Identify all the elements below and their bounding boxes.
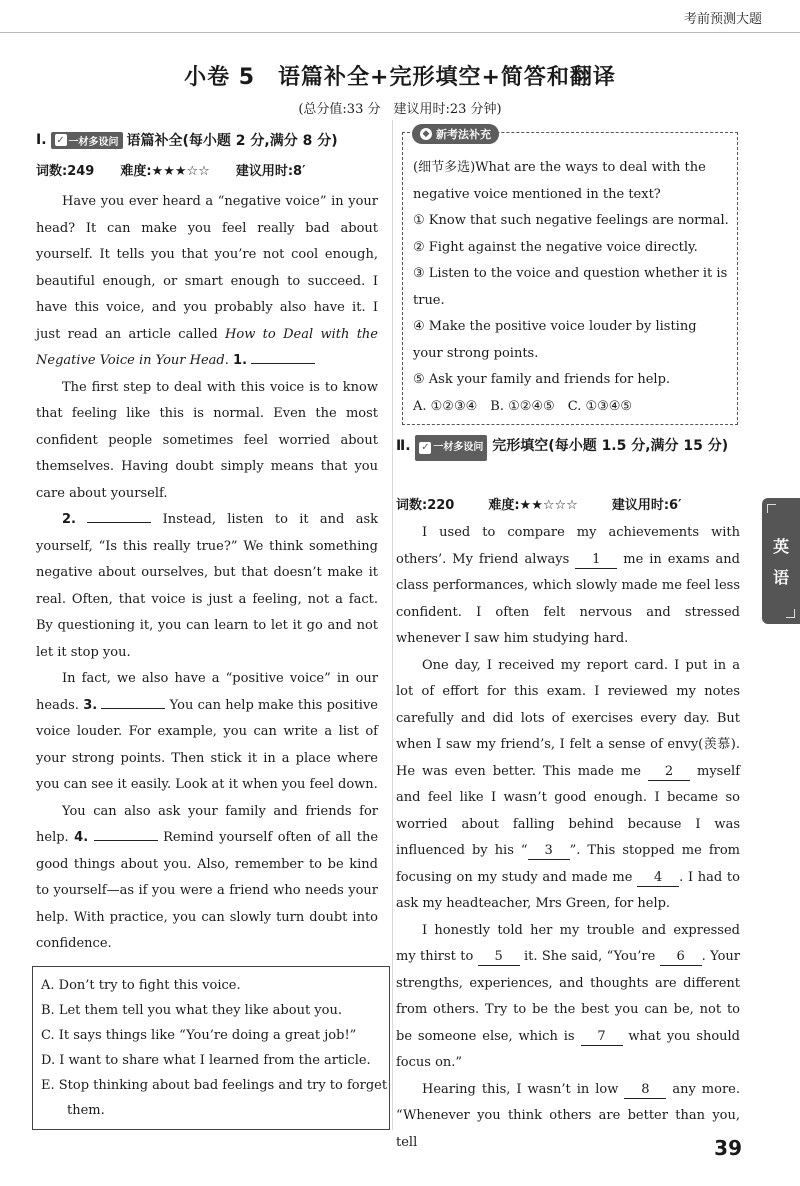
text-run: . — [92, 697, 98, 713]
side-tab-char-2: 语 — [772, 568, 789, 587]
section2-badge-label: 一材多设问 — [433, 442, 484, 453]
text-run: You can also ask your family and friends for help. — [36, 803, 378, 845]
subject-side-tab — [762, 498, 800, 624]
new-method-tag — [412, 124, 499, 144]
text-run: Have you ever heard a “negative voice” in your head? It can make you feel really bad about yourself. It tells you that you’re not cool enough, beautiful enough, or smart enough to succeed. I have this voice, and you probably also have it. I just read an article called — [36, 194, 378, 342]
cloze-blank-3[interactable]: 3 — [528, 843, 570, 860]
new-item-4[interactable]: ④ Make the positive voice louder by listing your strong points. — [413, 319, 697, 361]
s1-paragraph-2: The first step to deal with this voice is to know that feeling like this is normal. Even the most confident people sometimes feel worried about themselves. Having doubt simply means that you care about yourself. — [36, 379, 378, 501]
check-icon: ✓ — [421, 442, 430, 453]
answer-blank-2[interactable] — [87, 508, 151, 523]
text-run: One day, I received my report card. I put in a lot of effort for this exam. I reviewed my notes carefully and did lots of exercises every day. But when I saw my friend’s, I felt a sense of envy(羡慕). He was even better. This made me — [396, 657, 740, 779]
text-run: what you should focus on.” — [396, 1028, 741, 1070]
cloze-blank-4[interactable]: 4 — [637, 870, 679, 887]
option-b[interactable]: B. Let them tell you what they like about you. — [41, 1003, 342, 1018]
text-run: Remind yourself often of all the good things about you. Also, remember to be kind to yourself—as if you were a friend who needs your help. With practice, you can slowly turn doubt into confidence. — [36, 830, 379, 951]
new-item-1[interactable]: ① Know that such negative feelings are normal. — [413, 213, 729, 228]
section1-roman: Ⅰ. — [36, 132, 47, 148]
cloze-blank-1[interactable]: 1 — [575, 552, 617, 569]
s1-paragraph-3 — [36, 507, 378, 666]
section1-meta — [36, 160, 306, 179]
new-item-2[interactable]: ② Fight against the negative voice directly. — [413, 239, 698, 255]
section2-passage — [396, 520, 740, 1156]
section1-badge — [51, 132, 123, 149]
check-icon: ✓ — [56, 134, 65, 146]
header-tag: 考前预测大题 — [683, 12, 762, 27]
new-method-box — [402, 132, 738, 425]
text-run: In fact, we also have a “positive voice” in our heads. — [36, 671, 378, 713]
cloze-blank-2[interactable]: 2 — [648, 764, 690, 781]
page-number: 39 — [714, 1136, 742, 1160]
question-number: 4 — [74, 830, 84, 845]
pin-icon: ◆ — [420, 128, 432, 140]
cloze-blank-7[interactable]: 7 — [581, 1029, 623, 1046]
cloze-blank-6[interactable]: 6 — [660, 949, 702, 966]
s2-paragraph-3 — [396, 918, 740, 1077]
option-c[interactable]: C. It says things like “You’re doing a great job!” — [41, 1028, 357, 1043]
article-title: How to Deal with the Negative Voice in Your Head — [36, 326, 378, 368]
options-box — [32, 966, 390, 1130]
column-divider — [392, 120, 393, 1130]
section1-badge-label: 一材多设问 — [68, 136, 119, 148]
section1-passage — [36, 189, 378, 958]
s2-paragraph-4 — [396, 1077, 740, 1157]
s1-paragraph-5 — [36, 799, 378, 958]
section2-badge — [415, 435, 487, 461]
page-subtitle: (总分值:33 分 建议用时:23 分钟) — [298, 102, 502, 117]
s1-paragraph-1 — [36, 189, 378, 375]
page-title: 小卷 5 语篇补全+完形填空+简答和翻译 — [184, 65, 616, 90]
option-d[interactable]: D. I want to share what I learned from the article. — [41, 1053, 371, 1068]
new-item-3[interactable]: ③ Listen to the voice and question whether it is true. — [413, 266, 728, 308]
tab-corner-mark — [786, 609, 795, 618]
section1-words: 词数:249 — [36, 164, 95, 179]
s1-paragraph-4 — [36, 666, 378, 799]
section1-heading — [36, 130, 338, 150]
section1-time: 建议用时:8′ — [235, 164, 306, 179]
section2-time: 建议用时:6′ — [611, 498, 682, 513]
section2-difficulty: 难度:★★☆☆☆ — [488, 498, 578, 513]
section2-meta — [396, 494, 682, 513]
new-item-5[interactable]: ⑤ Ask your family and friends for help. — [413, 372, 671, 387]
text-run: any more. “Whenever you think others are better than you, tell — [396, 1081, 740, 1150]
text-run: Instead, listen to it and ask yourself, “Is this really true?” We think something negative about ourselves, but that doesn’t make it real. Often, that voice is just a feeling, not a fact. By questioning it, you can learn to let it go and not let it stop you. — [36, 512, 378, 660]
text-run: . I had to ask my headteacher, Mrs Green, for help. — [396, 869, 740, 911]
answer-blank-1[interactable] — [251, 349, 315, 364]
side-tab-char-1: 英 — [772, 537, 789, 556]
option-e[interactable]: E. Stop thinking about bad feelings and try to forget — [41, 1078, 388, 1093]
text-run: I honestly told her my trouble and expressed my thirst to — [396, 922, 740, 964]
text-run: You can help make this positive voice louder. For example, you can write a list of your strong points. Then stick it in a place where you can see it easily. Look at it when you feel down. — [36, 697, 378, 792]
section2-words: 词数:220 — [396, 498, 455, 513]
text-run: ”. This stopped me from focusing on my study and made me — [396, 843, 740, 885]
cloze-blank-5[interactable]: 5 — [478, 949, 520, 966]
new-method-tag-label: 新考法补充 — [436, 128, 491, 141]
section2-title: 完形填空(每小题 1.5 分,满分 15 分) — [492, 438, 729, 454]
new-choices[interactable]: A. ①②③④ B. ①②④⑤ C. ①③④⑤ — [413, 398, 633, 414]
cloze-blank-8[interactable]: 8 — [624, 1082, 666, 1099]
new-question: (细节多选)What are the ways to deal with the negative voice mentioned in the text? — [413, 160, 706, 202]
text-run: me in exams and class performances, which slowly made me feel less confident. I often felt nervous and stressed whenever I saw him studying hard. — [396, 551, 740, 646]
text-run: . Your strengths, experiences, and thoughts are different from others. Try to be the best you can be, not to be someone else, which is — [396, 949, 740, 1044]
text-run: myself and feel like I wasn’t good enough. I became so worried about falling behind because I was influenced by his “ — [396, 763, 741, 858]
question-number: 1 — [233, 353, 243, 368]
text-run: Hearing this, I wasn’t in low — [422, 1081, 625, 1097]
text-run: I used to compare my achievements with others’. My friend always — [396, 525, 740, 567]
answer-blank-4[interactable] — [94, 826, 158, 841]
tab-corner-mark — [767, 504, 776, 513]
header-rule — [0, 32, 800, 33]
text-run: . — [224, 353, 234, 368]
answer-blank-3[interactable] — [101, 694, 165, 709]
option-e-cont: them. — [67, 1103, 105, 1118]
text-run: it. She said, “You’re — [519, 949, 660, 964]
text-run: . — [242, 353, 248, 368]
section2-roman: Ⅱ. — [396, 438, 411, 454]
s2-paragraph-1 — [396, 520, 740, 653]
section1-difficulty: 难度:★★★☆☆ — [120, 164, 210, 179]
s2-paragraph-2 — [396, 653, 740, 918]
section1-title: 语篇补全(每小题 2 分,满分 8 分) — [126, 133, 338, 149]
question-number: 3 — [83, 697, 93, 713]
text-run: . — [83, 830, 89, 845]
option-a[interactable]: A. Don’t try to fight this voice. — [41, 978, 241, 993]
question-number: 2 — [62, 512, 72, 527]
section2-heading — [396, 434, 746, 461]
text-run: . — [71, 512, 76, 527]
